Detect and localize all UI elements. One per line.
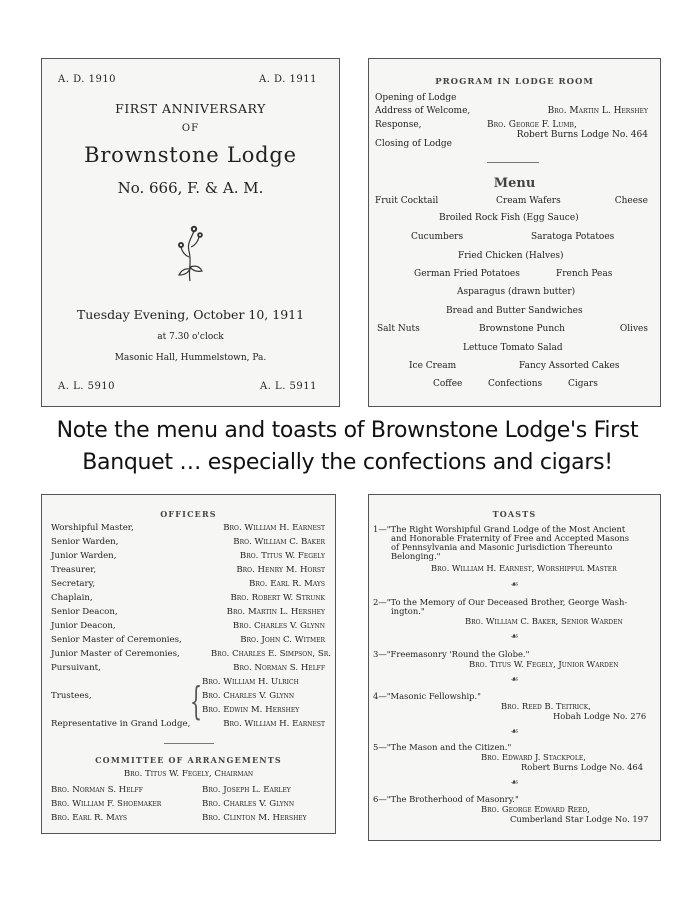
toasts-heading: TOASTS — [492, 509, 537, 519]
officer-title: Senior Deacon, — [51, 607, 118, 617]
officer-name: Bro. Robert W. Strunk — [230, 593, 325, 603]
officer-title: Junior Warden, — [51, 551, 117, 561]
lodge-name: Brownstone Lodge — [84, 143, 297, 167]
toast-text: 3—"Freemasonry 'Round the Globe." — [373, 649, 530, 659]
divider-rule — [164, 743, 214, 744]
program-menu-card — [368, 58, 661, 407]
officer-name: Bro. Charles V. Glynn — [232, 621, 325, 631]
toast-lodge: Robert Burns Lodge No. 464 — [521, 762, 644, 772]
toast-speaker: Bro. Reed B. Teitrick, — [501, 701, 591, 711]
menu-item: Confections — [488, 379, 543, 389]
officer-name: Bro. Charles E. Simpson, Sr. — [210, 649, 331, 659]
menu-item: Cheese — [614, 196, 648, 206]
toast-text: Belonging." — [391, 551, 441, 561]
officer-title: Treasurer, — [51, 565, 97, 575]
toast-text: 4—"Masonic Fellowship." — [373, 691, 482, 701]
trustee-name: Bro. Edwin M. Hershey — [202, 705, 300, 715]
fleuron-icon: ☙ — [510, 727, 519, 737]
program-response: Response, — [375, 120, 422, 130]
officer-name: Bro. Norman S. Helff — [233, 663, 325, 673]
divider-rule — [487, 162, 539, 163]
fleuron-icon: ☙ — [510, 778, 519, 788]
toast-speaker: Bro. George Edward Reed, — [481, 804, 590, 814]
menu-item: Fancy Assorted Cakes — [519, 361, 620, 371]
menu-item: Cigars — [568, 379, 598, 389]
event-place: Masonic Hall, Hummelstown, Pa. — [114, 353, 267, 363]
title-card — [41, 58, 340, 407]
menu-item: Salt Nuts — [377, 324, 420, 334]
committee-member: Bro. Norman S. Helff — [51, 785, 143, 795]
event-date: Tuesday Evening, October 10, 1911 — [76, 307, 305, 322]
program-opening: Opening of Lodge — [375, 93, 457, 103]
menu-item: Fruit Cocktail — [375, 196, 439, 206]
al-left-date: A. L. 5910 — [58, 381, 116, 392]
program-address-speaker: Bro. Martin L. Hershey — [547, 106, 648, 116]
menu-item: Asparagus (drawn butter) — [457, 287, 576, 297]
toast-text: 1—"The Right Worshipful Grand Lodge of the Most Ancient — [373, 524, 626, 534]
officer-title: Worshipful Master, — [51, 523, 134, 533]
officer-name: Bro. Titus W. Fegely — [239, 551, 325, 561]
menu-item: Ice Cream — [409, 361, 457, 371]
program-response-speaker: Bro. George F. Lumb, — [487, 120, 577, 130]
committee-member: Bro. Earl R. Mays — [51, 813, 127, 823]
officer-name: Bro. Henry M. Horst — [236, 565, 325, 575]
menu-item: Olives — [619, 324, 648, 334]
fleuron-icon: ☙ — [510, 632, 519, 642]
menu-item: Bread and Butter Sandwiches — [446, 306, 583, 316]
program-closing: Closing of Lodge — [375, 139, 452, 149]
trustee-name: Bro. William H. Ulrich — [202, 677, 299, 687]
caption-line-2: Banquet … especially the confections and cigars! — [82, 450, 613, 475]
toast-text: and Honorable Fraternity of Free and Accepted Masons — [391, 533, 630, 543]
al-right-date: A. L. 5911 — [259, 381, 317, 392]
toast-text: 6—"The Brotherhood of Masonry." — [373, 794, 519, 804]
toast-lodge: Hobah Lodge No. 276 — [553, 711, 647, 721]
menu-item: Fried Chicken (Halves) — [458, 251, 564, 261]
toast-speaker: Bro. Titus W. Fegely, Junior Warden — [469, 659, 619, 669]
officer-title: Junior Deacon, — [51, 621, 116, 631]
officer-name: Bro. Martin L. Hershey — [226, 607, 325, 617]
officer-name: Bro. John C. Witmer — [240, 635, 325, 645]
toasts-card — [368, 494, 661, 841]
menu-item: Broiled Rock Fish (Egg Sauce) — [439, 213, 579, 223]
officer-title: Pursuivant, — [51, 663, 101, 673]
menu-item: French Peas — [556, 269, 613, 279]
menu-item: Cucumbers — [411, 232, 464, 242]
toast-speaker: Bro. William C. Baker, Senior Warden — [465, 616, 623, 626]
lodge-number: No. 666, F. & A. M. — [117, 179, 264, 197]
menu-item: Coffee — [433, 379, 463, 389]
anniversary-heading: FIRST ANNIVERSARY — [115, 101, 266, 116]
committee-member: Bro. William F. Shoemaker — [51, 799, 162, 809]
committee-member: Bro. Joseph L. Earley — [202, 785, 291, 795]
trustee-name: Bro. Charles V. Glynn — [202, 691, 295, 701]
toast-speaker: Bro. Edward J. Stackpole, — [481, 752, 586, 762]
toast-lodge: Cumberland Star Lodge No. 197 — [510, 814, 649, 824]
of-label: OF — [181, 123, 200, 134]
officers-card — [41, 494, 336, 834]
menu-heading: Menu — [493, 176, 536, 191]
fleuron-icon: ☙ — [510, 675, 519, 685]
toast-text: ington." — [391, 606, 425, 616]
toast-text: 5—"The Mason and the Citizen." — [373, 742, 512, 752]
officer-title: Junior Master of Ceremonies, — [51, 649, 180, 659]
toast-text: 2—"To the Memory of Our Deceased Brother, George Wash- — [373, 597, 628, 607]
officers-heading: OFFICERS — [160, 509, 217, 519]
program-address: Address of Welcome, — [375, 106, 471, 116]
menu-item: German Fried Potatoes — [414, 269, 520, 279]
caption-line-1: Note the menu and toasts of Brownstone Lodge's First — [56, 418, 639, 443]
officer-title: Chaplain, — [51, 593, 93, 603]
officer-name: Bro. William H. Earnest — [223, 523, 325, 533]
flower-ornament-icon — [176, 221, 206, 283]
fleuron-icon: ☙ — [510, 580, 519, 590]
trustees-label: Trustees, — [51, 691, 92, 701]
rep-title: Representative in Grand Lodge, — [51, 719, 191, 729]
rep-name: Bro. William H. Earnest — [223, 719, 325, 729]
trustees-brace-icon: { — [190, 679, 203, 723]
officer-name: Bro. Earl R. Mays — [249, 579, 325, 589]
officer-title: Senior Warden, — [51, 537, 119, 547]
committee-heading: COMMITTEE OF ARRANGEMENTS — [95, 755, 282, 765]
toast-text: of Pennsylvania and Masonic Jurisdiction Thereunto — [391, 542, 613, 552]
officer-title: Secretary, — [51, 579, 96, 589]
ad-right-date: A. D. 1911 — [258, 74, 317, 85]
toast-speaker: Bro. William H. Earnest, Worshipful Master — [431, 563, 617, 573]
menu-item: Saratoga Potatoes — [531, 232, 615, 242]
officer-name: Bro. William C. Baker — [233, 537, 325, 547]
menu-item: Lettuce Tomato Salad — [463, 343, 563, 353]
committee-member: Bro. Clinton M. Hershey — [202, 813, 307, 823]
committee-member: Bro. Charles V. Glynn — [202, 799, 295, 809]
program-heading: PROGRAM IN LODGE ROOM — [435, 77, 594, 87]
committee-chairman: Bro. Titus W. Fegely, Chairman — [123, 769, 254, 779]
program-response-lodge: Robert Burns Lodge No. 464 — [516, 130, 648, 140]
menu-item: Cream Wafers — [496, 196, 561, 206]
officer-title: Senior Master of Ceremonies, — [51, 635, 182, 645]
event-time: at 7.30 o'clock — [157, 332, 224, 342]
menu-item: Brownstone Punch — [479, 324, 565, 334]
ad-left-date: A. D. 1910 — [58, 74, 117, 85]
